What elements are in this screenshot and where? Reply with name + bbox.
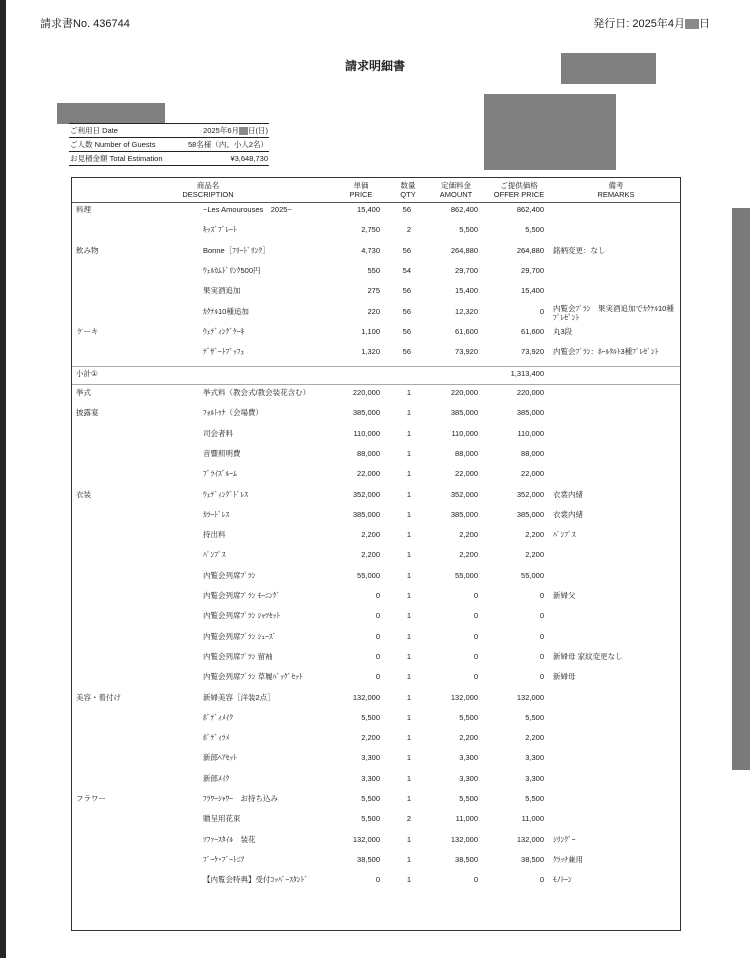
cell-price: 5,500 xyxy=(361,814,380,824)
table-row xyxy=(72,631,680,643)
cell-price: 385,000 xyxy=(352,408,380,418)
cell-price: 5,500 xyxy=(361,712,380,722)
cell-desc: 内覧会列席ﾌﾟﾗﾝ ｼｬﾂｾｯﾄ xyxy=(203,611,281,621)
cell-amount: 5,500 xyxy=(459,712,478,722)
table-row xyxy=(72,773,680,785)
table-row xyxy=(72,712,680,724)
cell-offer: 0 xyxy=(539,875,544,885)
cell-qty: 1 xyxy=(406,692,411,702)
cell-price: 0 xyxy=(375,875,380,885)
cell-desc: 内覧会列席ﾌﾟﾗﾝ 留袖 xyxy=(203,651,273,661)
cell-price: 1,100 xyxy=(361,326,380,336)
col-head-remarks: 備考 REMARKS xyxy=(597,181,635,199)
cell-desc: 新郎ﾒｲｸ xyxy=(203,773,230,783)
cell-desc: ﾃﾞｻﾞｰﾄﾌﾞｯﾌｪ xyxy=(203,347,245,357)
cell-offer: 0 xyxy=(539,672,544,682)
cell-price: 0 xyxy=(375,631,380,641)
cell-qty: 1 xyxy=(406,448,411,458)
table-row xyxy=(72,489,680,501)
cell-price: 2,750 xyxy=(361,225,380,235)
cell-offer: 862,400 xyxy=(516,205,544,214)
cell-qty: 56 xyxy=(402,245,411,255)
cell-offer: 0 xyxy=(539,306,544,316)
scrollbar[interactable] xyxy=(732,208,750,770)
cell-offer: 29,700 xyxy=(521,265,544,275)
cell-desc: ~Les Amourouses 2025~ xyxy=(203,205,292,214)
cell-qty: 1 xyxy=(406,509,411,519)
cell-amount: 2,200 xyxy=(459,530,478,540)
cell-amount: 12,320 xyxy=(455,306,478,316)
cell-price: 132,000 xyxy=(352,692,380,702)
table-row xyxy=(72,468,680,480)
cell-amount: 3,300 xyxy=(459,753,478,763)
summary-table xyxy=(69,123,269,166)
cell-price: 2,200 xyxy=(361,530,380,540)
cell-amount: 0 xyxy=(473,672,478,682)
cell-offer: 61,600 xyxy=(521,326,544,336)
table-row xyxy=(72,570,680,582)
cell-amount: 11,000 xyxy=(455,814,478,824)
table-row xyxy=(72,245,680,257)
cell-desc: ｳｪﾃﾞｨﾝｸﾞﾄﾞﾚｽ xyxy=(203,489,248,499)
cell-desc: ﾌｫﾙﾄｩﾅ（会場費） xyxy=(203,408,263,418)
summary-label: ご人数 Number of Guests xyxy=(69,138,176,152)
table-row xyxy=(72,793,680,805)
subtotal-divider-bottom xyxy=(72,384,680,385)
cell-amount: 0 xyxy=(473,631,478,641)
cell-qty: 1 xyxy=(406,834,411,844)
cell-offer: 11,000 xyxy=(521,814,544,824)
cell-desc: 内覧会列席ﾌﾟﾗﾝ ｼｭｰｽﾞ xyxy=(203,631,277,641)
cell-amount: 385,000 xyxy=(450,408,478,418)
cell-qty: 2 xyxy=(406,225,411,235)
cell-offer: 1,313,400 xyxy=(510,369,544,378)
cell-cat: ケーキ xyxy=(76,326,99,336)
cell-desc: 持出料 xyxy=(203,530,226,540)
cell-cat: 美容・着付け xyxy=(76,692,121,702)
cell-desc: 果実酒追加 xyxy=(203,286,241,296)
cell-qty: 56 xyxy=(402,306,411,316)
table-row xyxy=(72,387,680,399)
cell-qty: 1 xyxy=(406,611,411,621)
cell-offer: 352,000 xyxy=(516,489,544,499)
cell-desc: ﾌﾞﾗｲｽﾞﾙｰﾑ xyxy=(203,469,237,479)
cell-rem: 銘柄変更：なし xyxy=(553,245,606,255)
cell-price: 0 xyxy=(375,591,380,600)
cell-desc: ｳｪﾃﾞｨﾝｸﾞｹｰｷ xyxy=(203,326,245,336)
issue-date-prefix: 発行日: 2025年4月 xyxy=(593,18,685,30)
cell-rem: ｸﾗｯﾁ兼用 xyxy=(553,854,583,864)
cell-qty: 56 xyxy=(402,205,411,214)
cell-price: 22,000 xyxy=(357,469,380,479)
cell-price: 0 xyxy=(375,672,380,682)
cell-cat: 料理 xyxy=(76,205,91,214)
cell-offer: 0 xyxy=(539,631,544,641)
cell-price: 1,320 xyxy=(361,347,380,357)
cell-qty: 1 xyxy=(406,854,411,864)
table-row xyxy=(72,407,680,419)
cell-desc: ｳｪﾙｶﾑﾄﾞﾘﾝｸ500円 xyxy=(203,265,261,275)
cell-amount: 132,000 xyxy=(450,692,478,702)
cell-price: 275 xyxy=(367,286,380,296)
cell-price: 88,000 xyxy=(357,448,380,458)
cell-qty: 1 xyxy=(406,489,411,499)
cell-rem: 丸3段 xyxy=(553,326,573,336)
table-row xyxy=(72,752,680,764)
cell-amount: 29,700 xyxy=(455,265,478,275)
cell-qty: 1 xyxy=(406,753,411,763)
table-row xyxy=(72,428,680,440)
cell-desc: ﾌﾗﾜｰｼｬﾜｰ お持ち込み xyxy=(203,794,278,803)
cell-offer: 5,500 xyxy=(525,712,544,722)
cell-cat: 衣装 xyxy=(76,489,91,499)
cell-offer: 3,300 xyxy=(525,773,544,783)
cell-price: 220 xyxy=(367,306,380,316)
table-row xyxy=(72,346,680,358)
cell-offer: 110,000 xyxy=(517,428,544,438)
table-row xyxy=(72,590,680,602)
cell-price: 5,500 xyxy=(361,794,380,803)
cell-desc: 内覧会列席ﾌﾟﾗﾝ ﾓｰﾆﾝｸﾞ xyxy=(203,591,281,600)
summary-value: 58名様（内、小人2名） xyxy=(176,138,269,152)
table-row xyxy=(72,834,680,846)
cell-amount: 0 xyxy=(473,611,478,621)
table-row xyxy=(72,692,680,704)
cell-price: 2,200 xyxy=(361,550,380,560)
invoice-number: 請求書No. 436744 xyxy=(40,18,130,30)
cell-desc: ｿﾌｧｰｽﾀｲﾙ 装花 xyxy=(203,834,256,844)
cell-offer: 132,000 xyxy=(516,692,544,702)
cell-offer: 2,200 xyxy=(525,550,544,560)
cell-desc: ｷｯｽﾞﾌﾟﾚｰﾄ xyxy=(203,225,237,235)
cell-qty: 1 xyxy=(406,651,411,661)
cell-amount: 385,000 xyxy=(450,509,478,519)
cell-amount: 352,000 xyxy=(450,489,478,499)
cell-offer: 22,000 xyxy=(521,469,544,479)
cell-price: 0 xyxy=(375,611,380,621)
cell-desc: 挙式料（教会式/教会装花含む） xyxy=(203,388,311,397)
cell-offer: 73,920 xyxy=(521,347,544,357)
cell-amount: 264,880 xyxy=(450,245,478,255)
subtotal-divider-top xyxy=(72,366,680,367)
redaction-name xyxy=(57,103,165,124)
cell-amount: 55,000 xyxy=(455,570,478,580)
cell-price: 0 xyxy=(375,651,380,661)
cell-rem: 新婦母 xyxy=(553,672,576,682)
cell-qty: 1 xyxy=(406,672,411,682)
cell-amount: 0 xyxy=(473,875,478,885)
cell-offer: 385,000 xyxy=(516,408,544,418)
cell-qty: 1 xyxy=(406,773,411,783)
col-head-offer: ご提供価格 OFFER PRICE xyxy=(493,181,545,199)
cell-qty: 56 xyxy=(402,326,411,336)
cell-qty: 1 xyxy=(406,875,411,885)
cell-desc: Bonne［ﾌﾘｰﾄﾞﾘﾝｸ］ xyxy=(203,245,270,255)
cell-rem: 新婦母 家紋変更なし xyxy=(553,651,623,661)
summary-label: ご利用日 Date xyxy=(69,124,176,138)
cell-cat: フラワー xyxy=(76,794,106,803)
cell-desc: 内覧会列席ﾌﾟﾗﾝ 草履ﾊﾞｯｸﾞｾｯﾄ xyxy=(203,672,303,682)
cell-desc: 司会者料 xyxy=(203,428,233,438)
cell-qty: 1 xyxy=(406,570,411,580)
cell-qty: 1 xyxy=(406,408,411,418)
cell-amount: 5,500 xyxy=(459,225,478,235)
cell-amount: 5,500 xyxy=(459,794,478,803)
cell-offer: 264,880 xyxy=(516,245,544,255)
issue-date-suffix: 日 xyxy=(699,18,710,30)
summary-value: 2025年6月 日(日) xyxy=(176,124,269,138)
cell-offer: 0 xyxy=(539,611,544,621)
col-head-amount: 定価料金 AMOUNT xyxy=(439,181,473,199)
table-row xyxy=(72,651,680,663)
table-row xyxy=(72,448,680,460)
cell-price: 15,400 xyxy=(357,205,380,214)
cell-desc: ﾌﾞｰｹ･ﾌﾞｰﾄﾆｱ xyxy=(203,854,245,864)
issue-date xyxy=(593,15,710,31)
table-row xyxy=(72,509,680,521)
redaction-stamp xyxy=(484,94,616,170)
cell-offer: 2,200 xyxy=(525,733,544,743)
cell-qty: 2 xyxy=(406,814,411,824)
cell-price: 132,000 xyxy=(352,834,380,844)
cell-qty: 1 xyxy=(406,712,411,722)
cell-price: 55,000 xyxy=(357,570,380,580)
table-row xyxy=(72,549,680,561)
col-head-price: 単価 PRICE xyxy=(349,181,373,199)
cell-rem: 新婦父 xyxy=(553,591,576,600)
redaction xyxy=(239,127,248,135)
cell-offer: 38,500 xyxy=(521,854,544,864)
col-head-qty: 数量 QTY xyxy=(400,181,416,199)
cell-price: 220,000 xyxy=(352,388,380,397)
cell-amount: 0 xyxy=(473,651,478,661)
cell-qty: 1 xyxy=(406,469,411,479)
cell-amount: 61,600 xyxy=(455,326,478,336)
table-row xyxy=(72,874,680,886)
table-row xyxy=(72,732,680,744)
cell-price: 550 xyxy=(367,265,380,275)
cell-amount: 22,000 xyxy=(455,469,478,479)
cell-offer: 88,000 xyxy=(521,448,544,458)
cell-amount: 132,000 xyxy=(450,834,478,844)
cell-amount: 38,500 xyxy=(455,854,478,864)
cell-price: 3,300 xyxy=(361,753,380,763)
cell-amount: 3,300 xyxy=(459,773,478,783)
cell-offer: 5,500 xyxy=(525,225,544,235)
cell-desc: 新婦美容［洋装2点］ xyxy=(203,692,275,702)
cell-price: 4,730 xyxy=(361,245,380,255)
cell-price: 352,000 xyxy=(352,489,380,499)
summary-row-guests xyxy=(69,138,269,152)
cell-amount: 110,000 xyxy=(451,428,478,438)
cell-price: 3,300 xyxy=(361,773,380,783)
cell-offer: 15,400 xyxy=(521,286,544,296)
cell-offer: 0 xyxy=(539,591,544,600)
cell-offer: 220,000 xyxy=(516,388,544,397)
cell-offer: 132,000 xyxy=(516,834,544,844)
summary-value: ¥3,648,730 xyxy=(176,152,269,166)
cell-amount: 73,920 xyxy=(455,347,478,357)
cell-amount: 2,200 xyxy=(459,733,478,743)
cell-price: 385,000 xyxy=(352,509,380,519)
cell-amount: 220,000 xyxy=(450,388,478,397)
col-head-description: 商品名 DESCRIPTION xyxy=(182,181,234,199)
cell-amount: 0 xyxy=(473,591,478,600)
table-row xyxy=(72,813,680,825)
cell-desc: ｶｸﾃﾙ10種追加 xyxy=(203,306,249,316)
redaction xyxy=(685,19,699,29)
cell-price: 2,200 xyxy=(361,733,380,743)
cell-rem: ｼﾘﾝｸﾞｰ xyxy=(553,834,576,844)
cell-desc: ﾎﾞﾃﾞｨﾗﾒ xyxy=(203,733,230,743)
cell-offer: 0 xyxy=(539,651,544,661)
cell-rem: 内覧会ﾌﾟﾗﾝ：ﾎｰﾙﾀﾙﾄ3種ﾌﾟﾚｾﾞﾝﾄ xyxy=(553,347,659,357)
cell-offer: 5,500 xyxy=(525,794,544,803)
cell-offer: 385,000 xyxy=(516,509,544,519)
cell-qty: 1 xyxy=(406,794,411,803)
table-row xyxy=(72,265,680,277)
subtotal-row xyxy=(72,368,680,380)
cell-qty: 56 xyxy=(402,286,411,296)
table-row xyxy=(72,326,680,338)
cell-qty: 56 xyxy=(402,347,411,357)
table-row xyxy=(72,529,680,541)
summary-row-total xyxy=(69,152,269,166)
detail-table xyxy=(71,177,681,931)
cell-cat: 小計① xyxy=(76,369,98,378)
table-row xyxy=(72,610,680,622)
cell-amount: 15,400 xyxy=(455,286,478,296)
cell-qty: 1 xyxy=(406,733,411,743)
cell-desc: 新郎ﾍｱｾｯﾄ xyxy=(203,753,237,763)
summary-row-date xyxy=(69,124,269,138)
document-title: 請求明細書 xyxy=(344,59,405,73)
cell-qty: 1 xyxy=(406,530,411,540)
cell-desc: 音響照明費 xyxy=(203,448,241,458)
cell-qty: 1 xyxy=(406,591,411,600)
table-row xyxy=(72,204,680,216)
redaction-top-right xyxy=(561,53,656,84)
cell-cat: 飲み物 xyxy=(76,245,99,255)
cell-offer: 3,300 xyxy=(525,753,544,763)
table-row xyxy=(72,303,680,322)
cell-qty: 1 xyxy=(406,550,411,560)
cell-rem: ﾓﾉﾄｰﾝ xyxy=(553,875,572,885)
scan-edge-left xyxy=(0,0,6,958)
cell-desc: 【内覧会特典】受付ｺｯﾊﾟｰｽﾀﾝﾄﾞ xyxy=(203,875,308,885)
table-row xyxy=(72,224,680,236)
cell-rem: ﾊﾟﾝﾌﾟｽ xyxy=(553,530,576,540)
cell-amount: 862,400 xyxy=(450,205,478,214)
cell-cat: 披露宴 xyxy=(76,408,99,418)
cell-price: 110,000 xyxy=(353,428,380,438)
header-divider xyxy=(72,202,680,203)
table-row xyxy=(72,854,680,866)
cell-desc: 贈呈用花束 xyxy=(203,814,241,824)
cell-desc: ｶﾗｰﾄﾞﾚｽ xyxy=(203,509,230,519)
cell-qty: 1 xyxy=(406,631,411,641)
cell-price: 38,500 xyxy=(357,854,380,864)
cell-amount: 88,000 xyxy=(455,448,478,458)
cell-amount: 2,200 xyxy=(459,550,478,560)
cell-desc: 内覧会列席ﾌﾟﾗﾝ xyxy=(203,570,256,580)
table-row xyxy=(72,285,680,297)
cell-offer: 2,200 xyxy=(525,530,544,540)
cell-rem: 内覧会ﾌﾟﾗﾝ 果実酒追加でｶｸﾃﾙ10種ﾌﾟﾚｾﾞﾝﾄ xyxy=(553,303,674,322)
summary-label: お見積金額 Total Estimation xyxy=(69,152,176,166)
cell-rem: 衣裳内緒 xyxy=(553,489,583,499)
cell-cat: 挙式 xyxy=(76,388,91,397)
cell-offer: 55,000 xyxy=(521,570,544,580)
cell-qty: 1 xyxy=(406,428,411,438)
table-row xyxy=(72,671,680,683)
cell-desc: ﾊﾟﾝﾌﾟｽ xyxy=(203,550,226,560)
cell-desc: ﾎﾞﾃﾞｨﾒｲｸ xyxy=(203,712,233,722)
cell-qty: 1 xyxy=(406,388,411,397)
cell-rem: 衣裳内緒 xyxy=(553,509,583,519)
cell-qty: 54 xyxy=(402,265,411,275)
